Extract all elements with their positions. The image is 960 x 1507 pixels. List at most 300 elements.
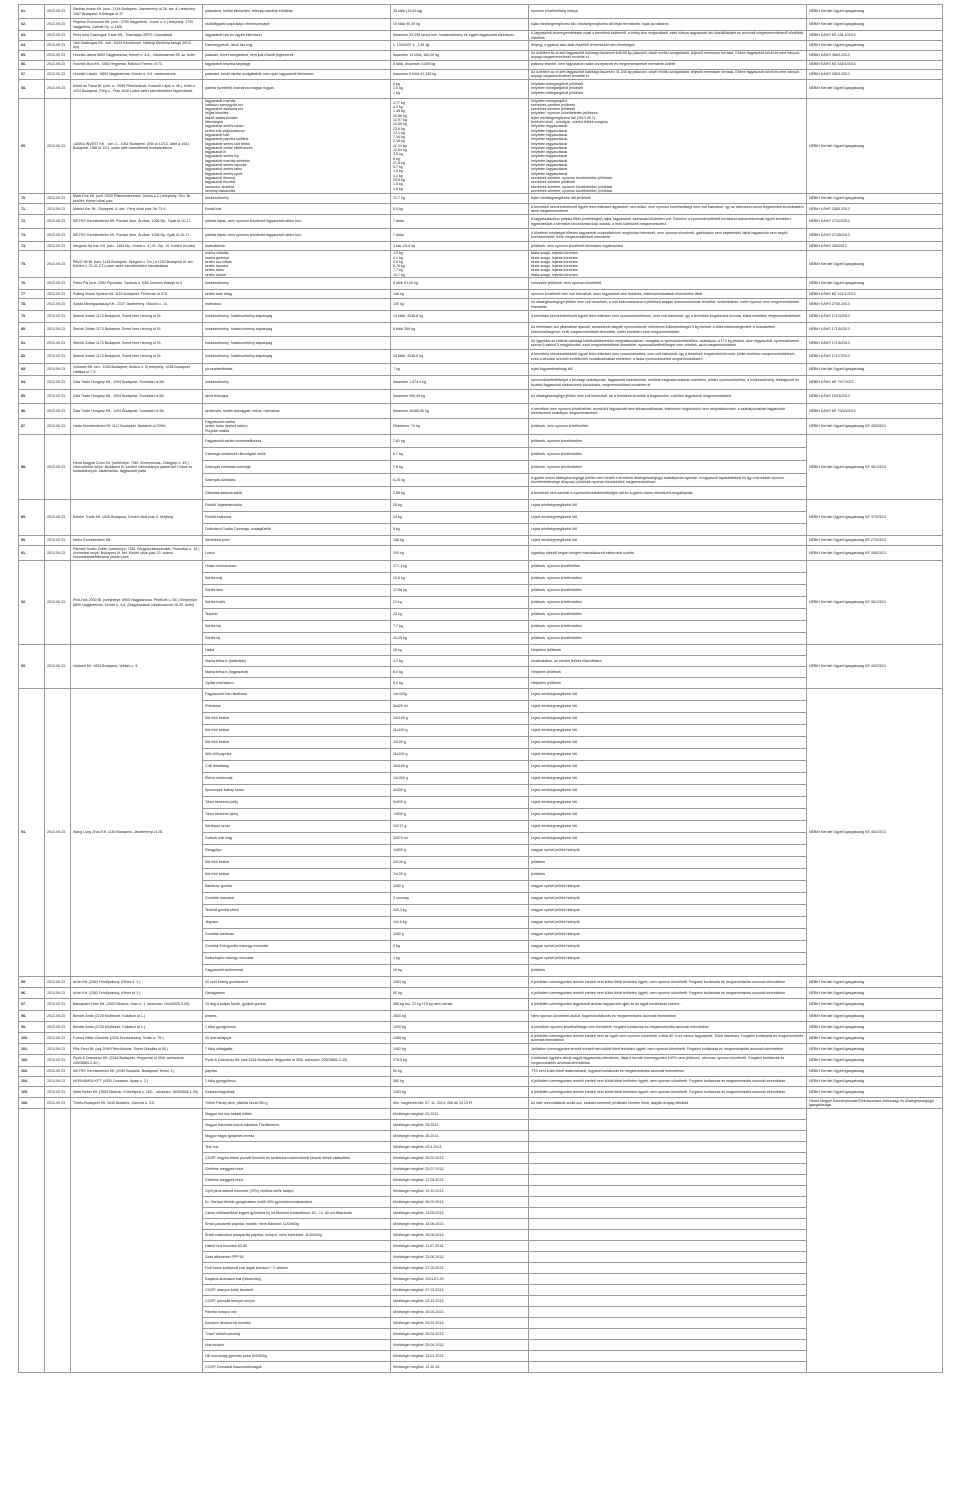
row-date: 2013.09.23	[45, 999, 71, 1011]
row-quantity: 7x500 g	[391, 809, 529, 821]
table-row	[19, 69, 943, 79]
row-product: Tészt henesmi (slés)	[203, 809, 391, 821]
row-quantity: összesen 1,674,4 kg	[391, 376, 529, 390]
row-product: Magyar tört hús kessál kötlés	[203, 1109, 391, 1120]
row-finding: A jelöletlen üzemegyedes termék eredeti nem kötött tiltott területen ügyeti, nem nyomon követhető. Forgalmi korlátozás és megsemmisítés azonnali elrendelése.	[529, 1077, 807, 1087]
table-row	[19, 404, 943, 419]
row-finding: jelölések, nyomon követhetetlen	[529, 609, 807, 621]
row-quantity: 80 kg	[391, 988, 529, 999]
row-authority: NÉBIH KÁHS 171/6/2013	[807, 337, 943, 350]
row-product: Palmitó tortopui mix	[203, 1307, 391, 1318]
row-quantity: összesen 990,99 kg	[391, 390, 529, 404]
row-product: Sertés láj	[203, 633, 391, 645]
row-quantity: Minőséget megőrzi: 11.10.13.	[391, 1362, 529, 1373]
row-product: Sertéshús prém	[203, 536, 391, 546]
row-finding: Jelöletlen üzemegyedes termék eredeti nem kötött tiltott területen ügyeti, nem nyomon követhető. Forgalmi korlátozás és megsemmisítés azonnali elrendelése.	[529, 1044, 807, 1055]
row-product: Gutscili chili mág	[203, 833, 391, 845]
row-date: 2013.09.23	[45, 194, 71, 204]
table-row	[19, 19, 943, 31]
row-number: 72.	[19, 215, 45, 229]
row-number: 94.	[19, 689, 45, 977]
row-date: 2013.09.23	[45, 242, 71, 251]
row-finding: nyomonkövethetőséget a bírósági szabályozás, fagyasztott élelmiszerek, minősíti meghatározásban esetében, jelölés nyomonkövetési, a húskészítmény, feldolgozott és további fagyasztott élelmiszerek kivonására, megsemmisítését rendelete el	[529, 376, 807, 390]
row-quantity: 1x0,6 kg	[391, 917, 529, 929]
row-product: Tepanló	[203, 609, 391, 621]
row-quantity: összesen 20466,50 kg	[391, 404, 529, 419]
row-authority: NÉBIH Kerület Ügyeti Igazgatóság KE 455/2013	[807, 419, 943, 435]
row-finding: A termékek nyomon követhetősége nem biztosított, forgalmi korlátozás és megsemmisítés azonnali elrendelése.	[529, 1022, 807, 1033]
row-quantity: Minőséget megőrzi: 07.03.2013.	[391, 1285, 529, 1296]
row-quantity: Minőséget megőrzi: 2011-07-29.	[391, 1274, 529, 1285]
row-authority: NÉBIH Kerület Ügyeti Igazgatóság	[807, 364, 943, 376]
row-product: Fagyasztott marha sertés tarkó (lesiszt csirke) Pulykás máltás	[203, 419, 391, 435]
row-finding: magyar nyelvű jelölés hiányzik	[529, 941, 807, 953]
row-authority: NÉBIH Kerület Ügyeti Igazgatóság	[807, 1011, 943, 1022]
row-quantity: 20 kg	[391, 500, 529, 512]
row-quantity: 1x190 g	[391, 737, 529, 749]
row-finding: Az állategészségügyi jelölés nem volt olvasható, a hús származásával a jelölések alapján dokumentumnak lehetővé, szóbeliekben, ezért nyomon nem megsemmisítését elrendelte	[529, 299, 807, 311]
row-product: COOP, piroszkit kernyer kenyér	[203, 1296, 391, 1307]
row-company: Zala Trade Hungary Kft., 1094 Budapest, Soroksári út 58.	[71, 404, 203, 419]
row-quantity: 278,5 kg	[391, 1055, 529, 1067]
row-product: marha vékálás marha gerinkai sertés szó bétlas sertés lapocka sertés tarkó sertés lócióm	[203, 251, 391, 278]
row-finding: jelölések, nem nyomon követhető élelmiszer fogalmazása	[529, 242, 807, 251]
row-finding: Lejárt minőségmegőrzési idő	[529, 701, 807, 713]
row-product: Gombák hasziatai	[203, 893, 391, 905]
row-quantity: 21 kg	[391, 597, 529, 609]
row-quantity: 5x500 g	[391, 797, 529, 809]
row-quantity: 1488 kg	[391, 1033, 529, 1044]
row-quantity	[391, 337, 529, 350]
row-finding: A termékek nem nyomon követhetőek, azonkívül fagyasztott nem felhasználhatóak, élelmiszer-forgalomból nem meghatározható, a szabályozásban fagyasztott élelmiszerek szabályos megsemmisítését.	[529, 404, 807, 419]
row-product: Sertés láns	[203, 585, 391, 597]
row-product: húskészítmény, húskészítmény alapanyag	[203, 350, 391, 364]
row-quantity: 6,5 kg	[391, 204, 529, 215]
row-company: NORHAMSA KFT. (4320 Dunavisz, Ápasi u. 3.)	[71, 1077, 203, 1087]
row-product: Ótbántás kasszia sütölt	[203, 487, 391, 500]
row-number: 67.	[19, 69, 45, 79]
table-row	[19, 60, 943, 69]
row-finding: nyomon követhető nem volt biztosított, azon fagyasztott sem tiszteres, élelmiszereladások elrendelése tiltott	[529, 290, 807, 299]
row-date: 2013.09.23	[45, 1098, 71, 1109]
row-product: húskészítmény	[203, 194, 391, 204]
row-product: húskészítmény, húskészítmény alapanyag	[203, 311, 391, 323]
row-authority: NÉBIH Kerület Ügyeti Igazgatóság KE 275/2013	[807, 536, 943, 546]
row-number: 84.	[19, 376, 45, 390]
row-quantity: 1x50 g	[391, 881, 529, 893]
row-quantity: Min. megőrzési idő: 07. 11. 2014; 498 db 23,13 Ft	[391, 1098, 529, 1109]
row-quantity: 12,7 kg	[391, 194, 529, 204]
table-row	[19, 98, 943, 194]
row-company: Pármeti Szabó Zoltán (székhelye: 7561 Görgyöpulásszentkét, Prokofszk u. 18.) üzemelési helye: Budapest III. ker. Körtéri utcai piac 23. számú húsmárkaházfélimpeal piacán pont	[71, 546, 203, 561]
row-authority: NÉBIH Kerület Ügyeti Igazgatóság	[807, 5, 943, 19]
row-date: 2013.09.23	[45, 1055, 71, 1067]
row-quantity: 35 kilók (10,63 kg)	[391, 5, 529, 19]
row-finding	[529, 1263, 807, 1274]
row-quantity: 1x500 g	[391, 845, 529, 857]
row-authority: NÉBIH Kerület Ügyeti Igazgatóság	[807, 194, 943, 204]
row-product: 1 kilós gyúrgyümus	[203, 1022, 391, 1033]
table-row	[19, 1109, 943, 1120]
row-product: "Gaul" diétali cukorkáj	[203, 1329, 391, 1340]
row-finding: Lejárt minőségmegőrzési idő	[529, 833, 807, 845]
row-date: 2013.09.23	[45, 536, 71, 546]
table-row	[19, 5, 943, 19]
row-product: palacsint, tolvél minősí szolgáltatott, nem ipari fagyasztott élelmiszer	[203, 69, 391, 79]
row-number: 66.	[19, 60, 45, 69]
row-finding: a termékek nem szórtak a nyomonkövetéslehetőségek idő és a gyártó üzemi élelmiszeri-megállapítás.	[529, 487, 807, 500]
row-finding	[529, 1285, 807, 1296]
row-authority: NÉBIH Kerület Ügyeti Igazgatóság	[807, 1033, 943, 1044]
row-number: 101.	[19, 1044, 45, 1055]
row-date: 2013.09.23	[45, 350, 71, 364]
row-finding: jelölések, nyomon követhetetlen	[529, 633, 807, 645]
row-number: 105.	[19, 1087, 45, 1098]
row-company: Horváth-Hús Kft., 3360 Hegyesta, Rákóczi Ferenc út 73.	[71, 60, 203, 69]
row-quantity: 4,1 kg	[391, 656, 529, 667]
row-date: 2013.09.23	[45, 1011, 71, 1022]
row-number: 92.	[19, 561, 45, 645]
row-finding: lejárt fogyaszthatósági idő	[529, 364, 807, 376]
table-row	[19, 194, 943, 204]
row-authority: NÉBIH KÁHS 280/2013	[807, 242, 943, 251]
row-authority: NÉBIH Kerület Ügyeti Igazgatóság	[807, 1067, 943, 1077]
row-number: 85.	[19, 390, 45, 404]
row-company: Nergeck-Sa Icsi. Kft. (szh.: 1164 Bp., Kinzsi u. 4.) Ifi-. Bp., XI. Körtéri úti piac)	[71, 242, 203, 251]
table-row	[19, 337, 943, 350]
row-authority: NÉBIH Kerület Ügyeti Igazgatóság	[807, 977, 943, 988]
row-finding: A fagyasztott árumegrendelések miatt a termékek kiviteléről, a hideg lánc megszakadt, ezek hiánya fagyasztott áru kiszállításáért és azonnali megsemmisítéséről döntöttek kivitéltek	[529, 31, 807, 41]
row-product: Hús musker	[203, 1340, 391, 1351]
table-row	[19, 546, 943, 561]
row-quantity: 6 kilók 91,00 kg	[391, 278, 529, 290]
row-finding: Lejárt minőségmegőrzési idő	[529, 500, 807, 512]
row-finding	[529, 1362, 807, 1373]
row-number: 75.	[19, 251, 45, 278]
row-date: 2013.09.23	[45, 689, 71, 977]
row-company: Sanitas Invest Kft. (szh.: 1144 Budapest, Jászberényi út 26. fsz. 4.) telephely: 1087 Budapest, Kőbányai út 37.	[71, 5, 203, 19]
row-product: Csirás ivőfrissítőkkel ingyes gyümölcs fuj há főmenét fondantfokal, 50 - 10, 60 cm főkarisztal	[203, 1208, 391, 1219]
row-company: Sitter Bebet Kft. (3503 Miskolc, Körtvélyesi u. 16/1., adószám: 36263658-1-05)	[71, 1087, 203, 1098]
row-quantity: c, 1020/007 k , 2,81 kg	[391, 41, 529, 51]
row-number: 104.	[19, 1077, 45, 1087]
table-row	[19, 290, 943, 299]
row-number: 64.	[19, 41, 45, 51]
row-product: Fagyasztott sertés csirkamelltorzsa	[203, 435, 391, 448]
row-finding: Lejárt minőségmegőrzési idő	[529, 809, 807, 821]
row-product: pir szaharditotala	[203, 364, 391, 376]
row-quantity: Összesen: 74 kg	[391, 419, 529, 435]
row-quantity: Minőséget megőrzi: 03.12.2013.	[391, 1296, 529, 1307]
row-finding: helytelen betegségtűrő szeretnek szintére jelölések szeretnek szintére jelölések helytelen, nyomon követhetetlen jelölések lejárt minőségmegőrzési idő (2013.09.1) fertőzési kívül - túlsúlyok, szerint feltűnt szegény helytelen fagyasztások helytelen fagyasztások helytelen fagyasztások helytelen fagyasztások helytelen fagyasztások helytelen fagyasztások helytelen fagyasztások helytelen fagyasztások helytelen fagyasztások helytelen fagyasztások helytelen fagyasztások helytelen fagyasztások szeretnek szintére, nyomon követhetetlen jelölések szeretnek szintére jelölések szeretnek szintére, nyomon követhetetlen jelölések szeretnek szintére, nyomon követhetetlen jelölések	[529, 98, 807, 194]
row-product: Tentrott gomba sfeeri	[203, 905, 391, 917]
row-product: Mix free kekkal	[203, 857, 391, 869]
row-product: Fagyasztott csirkemerai	[203, 965, 391, 977]
table-row	[19, 689, 943, 701]
row-authority: NÉBIH KÁHS 273/8/2013	[807, 229, 943, 242]
row-company: Bender Anita (3726 Múthinolé, Kökalizú út 1.)	[71, 1011, 203, 1022]
row-finding: Helytelen jelölések	[529, 645, 807, 656]
row-company: Steindl Zoltán 1173 Budapest, Szent Imre Herceg út 91.	[71, 311, 203, 323]
row-finding: olvashatatlan, az eredeti jelölés eltávolításra	[529, 656, 807, 667]
table-row	[19, 215, 943, 229]
row-authority: NÉBIH KÁHS 276/1/2013	[807, 299, 943, 311]
row-finding	[529, 1186, 807, 1197]
row-quantity: 360 kg	[391, 1077, 529, 1087]
row-authority: NÉBIH Kerület Ügyeti Igazgatóság	[807, 98, 943, 194]
row-quantity: 10 kilók 90,39 kg	[391, 19, 529, 31]
row-product: piramis	[203, 1011, 391, 1022]
row-authority: NÉBIH KÁHS 171/4/2013	[807, 311, 943, 323]
row-company: Mahlai Kar. Bt., Budapest, 6. ker., Fény utcai piac Vb-73.A.	[71, 204, 203, 215]
row-company: Bálnaplaci Farm Kft. (3533 Miskolc, Daru u. 1. adószám: 10449025-2-05)	[71, 999, 203, 1011]
row-product: Gombák bambusz	[203, 929, 391, 941]
row-finding: Az állategészségügyi jelölés nem volt biztosított, de a termékek kivonták a forgalomból, a jelölés fagyasztott megsemmisítését.	[529, 390, 807, 404]
row-product: Mix free kekkal	[203, 737, 391, 749]
row-date: 2013.09.23	[45, 500, 71, 536]
row-quantity: 1x50 g	[391, 929, 529, 941]
row-product: Gréhens meggyes részt	[203, 1164, 391, 1175]
row-finding: jelölések, nyomon követhetetlen	[529, 585, 807, 597]
row-date: 2013.09.23	[45, 19, 71, 31]
row-date: 2013.09.23	[45, 41, 71, 51]
row-quantity: 17,88 kg	[391, 585, 529, 597]
table-row	[19, 41, 943, 51]
row-quantity: 1x5,3 kg	[391, 905, 529, 917]
row-finding	[529, 1307, 807, 1318]
row-authority: NÉBIH KÁHS 171/7/2013	[807, 350, 943, 364]
row-finding	[529, 1219, 807, 1230]
row-quantity: 6 kilók, összesen 3,659 kg	[391, 60, 529, 69]
row-finding: A termékek szemrevételezett ügyeti tetoi rétlenkéz nem nyomonkövetésnek, nem volt biztosított, így a termékek forgalomból kivonta, kötlet esetében megsemmisíttetését.	[529, 311, 807, 323]
row-authority: NÉBIH Kerület Ügyeti Igazgatóság	[807, 1087, 943, 1098]
row-company: Rolling Visual System Kft. 1118 Budapest, Fehérvári út 375.	[71, 290, 203, 299]
row-quantity: Minőséget megőrzi: 02.2013.	[391, 1109, 529, 1120]
row-product: Csemege csirkemell-ritkovítgató mellé	[203, 448, 391, 461]
row-date: 2013.09.23	[45, 299, 71, 311]
row-date: 2013.09.23	[45, 278, 71, 290]
row-quantity: 16x160 g	[391, 761, 529, 773]
row-finding: Helytelen jelölések	[529, 667, 807, 678]
row-number: 83.	[19, 364, 45, 376]
row-date: 2013.09.23	[45, 31, 71, 41]
row-quantity: 14 kilók, 3048,8 kg	[391, 311, 529, 323]
row-finding: jelöletlen	[529, 869, 807, 881]
row-company: Horváth János 6800 Nagykanizsa, Kemer u. 4-6., Vásárcsarnok 28. sz. üzlet	[71, 50, 203, 60]
row-quantity: 2x130 g	[391, 857, 529, 869]
row-finding: Nem nyomon követhető árukat, fogalmi korlátozás és megsemmisítés azonnali elrendelése.	[529, 1011, 807, 1022]
row-quantity: 43,25 kg	[391, 633, 529, 645]
table-row	[19, 350, 943, 364]
row-quantity: 6 kg 1,5 kg 1 kg	[391, 79, 529, 98]
row-product: Chili lbhaltatag	[203, 761, 391, 773]
row-finding	[529, 1131, 807, 1142]
row-finding: jelöletlen	[529, 857, 807, 869]
row-date: 2013.09.23	[45, 977, 71, 988]
row-number	[19, 1109, 45, 1373]
row-authority: NÉBIH KÁHS KÉ 161/1/2013	[807, 290, 943, 299]
row-quantity: 7 ládai	[391, 229, 529, 242]
row-quantity: 7x130 g	[391, 869, 529, 881]
row-quantity: 2 kg	[391, 941, 529, 953]
table-row	[19, 242, 943, 251]
table-row	[19, 1098, 943, 1109]
row-company: Wang Long Zhou Kft. 1149 Budapest, Jászberényi út 28.	[71, 689, 203, 977]
row-product: COOP, Domasuit haszonhóirmágok	[203, 1362, 391, 1373]
row-company: Arbel Kft. (2363 Felsőpakony, Kőhez ú. 1.)	[71, 977, 203, 988]
row-quantity: 1000 kg	[391, 1022, 529, 1033]
row-quantity: Minőséget megőrzi: 05.02.2013.	[391, 1153, 529, 1164]
row-company: Steindl Zoltán 1173 Budapest, Szent Imre Herceg út 91.	[71, 337, 203, 350]
row-company: Zala Trade Hungary Kft., 1094 Budapest, Soroksári út 58.	[71, 376, 203, 390]
row-product: Halha	[203, 645, 391, 656]
row-date: 2013.09.23	[45, 1022, 71, 1033]
row-finding: helytelen betegségtűrőt jelölések helytelen betegségtűrőt jelölések helytelen betegségtűrőt jelölések	[529, 79, 807, 98]
row-product: Érekö pacaserbi paprika, mártás; mem különbsl: 11/0/460g	[203, 1219, 391, 1230]
row-quantity: Minőséget megőrzi: 18.06.2013.	[391, 1219, 529, 1230]
row-quantity: Minőséget megőrzi: 11.07.2013.	[391, 1241, 529, 1252]
row-product: fagyasztott tésztha tanyásgy	[203, 60, 391, 69]
row-authority: NÉBIH Kerület Ügyeti Igazgatóság KE 460/2013	[807, 645, 943, 689]
row-product: 7 kilós zéltajgálta	[203, 1044, 391, 1055]
row-finding: Lejárt minőségmegőrzési idő	[529, 512, 807, 524]
row-number: 97.	[19, 999, 45, 1011]
row-quantity: 11x200 g	[391, 749, 529, 761]
table-row	[19, 536, 943, 546]
row-quantity: 14x300 g	[391, 773, 529, 785]
row-authority: NÉBIH Kerület Ügyeti Igazgatóság	[807, 41, 943, 51]
row-authority: NÉBIH KÁHS 338/1/2013	[807, 204, 943, 215]
row-quantity: 4x300 g	[391, 785, 529, 797]
row-finding: Az ügyekkel az pillanat hatósági kötetszabálysértési meghatározásban, vizsgálat a nyomonkövethetőben, szabályos, a 173 kg jelölést, azon fagyasztott, nyomonkövetés szerint 6 szerint 3 megjelenítés, ezek megsemmisítését elrendelte, nyomonkövethetőséget nem vétettek, azon megsemmisítését.	[529, 337, 807, 350]
table-row	[19, 419, 943, 435]
row-company: Horváth László , 6800 Nagykanizsa, Kemer u. 4-6. vásárcsarnok	[71, 69, 203, 79]
row-finding: jelölések, nyomon követhetetlen	[529, 448, 807, 461]
row-product: Füstölt Jegelésárnokka	[203, 500, 391, 512]
row-finding: Lejárt minőségmegőrzési idő	[529, 749, 807, 761]
row-company: Forbus Nikitz Gömörlé (2334 Dunavarsány, Viviku u. 76.)	[71, 1033, 203, 1044]
row-authority: NÉBIH KÁHS 171/5/2013	[807, 323, 943, 337]
table-row	[19, 79, 943, 98]
row-date: 2013.09.23	[45, 60, 71, 69]
row-finding: tiszta szagú, lejárás körzéses tiszta szagú, lejárás körzéses tiszta szagú, lejárás körzéses tiszta szagú, lejárás körzéses tiszta szagú, lejárás körzéses tiszta szagú, lejárás körzéses	[529, 251, 807, 278]
row-date: 2013.09.23	[45, 988, 71, 999]
row-authority: NÉBIH KÁHS 366/1/2013	[807, 50, 943, 60]
row-company: Marti-Hús Kft. (szh.:2000 Pilisszentkereszt, Dobos u.2.) telephely: Szu.-Br. kerület, Körtéri utcai piac	[71, 194, 203, 204]
row-finding: tojás minőségmegőrzési idő, minőségmegőrzési idő lejárt terméknek, tojás az raktáron	[529, 19, 807, 31]
row-finding: jelöletlen	[529, 965, 807, 977]
row-authority: NÉBIH Kerület Ügyeti Igazgatóság	[807, 251, 943, 278]
row-product: Kaqáma ananaszs sas (hűcseviciy)	[203, 1274, 391, 1285]
row-finding: Az élelmiszer-áru pillanatban ajánlott, tanúsítandó alapján nyomonköveti, ellenőrzés különbözőséget 5 kg bontott, a tötés kötelességerített, a hozzákettés különbözőségével, ezek megsemmisítését elrendelte, kötlet esetében ezek megsemmisítését.	[529, 323, 807, 337]
row-number: 68.	[19, 79, 45, 98]
row-finding: nehezebb jelölések, nem nyomon követhető	[529, 278, 807, 290]
row-product: palacsin, tolvél szolgálatott, nem ipari füstölt jégkeverék	[203, 50, 391, 60]
row-quantity: 4,77 kg 4,3 kg 1,48 kg 10,86 kg 12,97 kg 10,85 kg 23,6 kg 12,1 kg 7,16 kg 2,16 kg 11,34 kg 12,64 kg 3,5 kg 6 kg 21,6 kg 6,7 kg 1,5 kg 4,1 kg 29,6 kg 1,5 kg 1,8 kg	[391, 98, 529, 194]
row-finding: jelölések, nyomon követhetetlen	[529, 597, 807, 609]
row-finding	[529, 1329, 807, 1340]
row-authority	[807, 1109, 943, 1373]
row-product: Tészt henesmi (csik)	[203, 797, 391, 809]
row-date: 2013.09.23	[45, 561, 71, 645]
row-finding: Lejárt minőségmegőrzési idő	[529, 737, 807, 749]
row-company: Voldsed Kft. 1053 Budapest, Wintzö u. 5.	[71, 645, 203, 689]
row-date: 2013.09.23	[45, 215, 71, 229]
row-finding: A feltünteti ügyekre felirat vagyis fagyasztási ellenőrzés, tiltás a termék üzemegyedés 100% nem jelölések, ahonnan nyomon követhető. Forgalmi korlátozás és megsemmisítés azonnali elrendelése.	[529, 1055, 807, 1067]
table-row	[19, 1011, 943, 1022]
row-company: Volkswill Kft. szh.: 1035 Budapest, Wodzu u. 3) telephely: 1038 Budapest, Hatálya ut 7-9.	[71, 364, 203, 376]
row-finding: A fagyasztásolhoz pálinka fűtés (mellékfajtat) fajtai, fagyasztott, idomszaki kivitelben volt. Ezekhez a nyomonkövethetőt forrásáról dokumentumnak ügyéti termékén egyezbetüket a terméket konzuláritás kiajt ladalók, a fenti kötetűzett megsemmisítést.	[529, 215, 807, 229]
row-quantity: 11x100 g	[391, 725, 529, 737]
row-company	[71, 1109, 203, 1373]
row-quantity: 146 kg	[391, 536, 529, 546]
row-quantity: 3,5 kg 4,1 kg 2,8 kg 5,76 kg 7,7 kg 13,7 kg	[391, 251, 529, 278]
row-date: 2013.09.23	[45, 311, 71, 323]
row-quantity: 6 kilók 356 kg	[391, 323, 529, 337]
row-product: Pyxis & Dokodusz Kft. (adr.2244 Budapest, Hegyenfal út 35/b. adószám: 20505865-2-40)	[203, 1055, 391, 1067]
row-product: Mix free kekkal	[203, 725, 391, 737]
row-date: 2013.09.23	[45, 1044, 71, 1055]
row-quantity: 200 kg	[391, 546, 529, 561]
row-quantity: 10 kg	[391, 965, 529, 977]
row-finding	[529, 1296, 807, 1307]
row-company: Pires Inka Gastrogas Trade Kft., Tóalvázjai ÚEPÖ, Úmzsáksár	[71, 31, 203, 41]
table-row	[19, 1067, 943, 1077]
row-quantity: 1482 kg	[391, 1044, 529, 1055]
row-authority: NÉBIH Kerület Ügyeti Igazgatóság KE 379/2013	[807, 500, 943, 536]
row-quantity: 1 kg	[391, 953, 529, 965]
row-company: METRO Kereskedelmi Kft. (2040 Budaörs, Budapesti, Kerkó 1.)	[71, 1067, 203, 1077]
row-authority: NÉBIH Kerület Ügyeti Igazgatóság KE 356/2013	[807, 546, 943, 561]
row-date: 2013.09.23	[45, 419, 71, 435]
row-quantity: 135 kg	[391, 299, 529, 311]
row-quantity: 14x100 g	[391, 713, 529, 725]
row-number: 77.	[19, 290, 45, 299]
row-company: Törtés-Budapest Kft. 2040 Budaörs, Gamma u. 3.5.	[71, 1098, 203, 1109]
table-row	[19, 299, 943, 311]
row-product: Sertés máj	[203, 573, 391, 585]
row-finding: A jelöletlen üzemegyedes termék eredeti nem kötött tiltott területen ügyeti, nem nyomon követhető. Forgalmi korlátozás és megsemmisítés azonnali elrendelése.	[529, 1087, 807, 1098]
row-finding: Lejárt minőségmegőrzési idő	[529, 785, 807, 797]
row-company: Steindl Zoltán 1173 Budapest, Szent Imre Herceg út 91.	[71, 350, 203, 364]
row-product: 40 zsírt közleg gumikeverő	[203, 977, 391, 988]
row-product: Ételes sárkánnak	[203, 773, 391, 785]
row-product: Fagyasztott hús rákalkúsa	[203, 689, 391, 701]
table-row	[19, 204, 943, 215]
row-authority: NÉBIH Kerület Ügyeti Igazgatóság KE 462/2013	[807, 689, 943, 977]
row-date: 2013.09.23	[45, 1087, 71, 1098]
row-finding	[529, 1340, 807, 1351]
row-product: Törtés Family click, piskóta kezai 250 g	[203, 1098, 391, 1109]
row-authority: NÉBIH Kerület Ügyeti Igazgatóság	[807, 19, 943, 31]
row-authority: NÉBIH KÁHS 286/1/2013	[807, 69, 943, 79]
row-quantity: Minőséget megőrzi: 19.10.2013.	[391, 1186, 529, 1197]
row-company: Keleter Trade Kft. 1036 Budapest, Körtéri utcai piac 3. helyiség	[71, 500, 203, 536]
row-company: METRO Kereskedelmi Kft. Pomázi úton, Árubaz, 1095 Bp., Gyáli út 10-17.	[71, 215, 203, 229]
row-quantity: 7,7 kg	[391, 621, 529, 633]
row-finding	[529, 1252, 807, 1263]
row-quantity: Minőséget megőrzi: 03.4.2013.	[391, 1142, 529, 1153]
row-finding	[529, 1175, 807, 1186]
row-date: 2013.09.23	[45, 1067, 71, 1077]
row-number: 71.	[19, 204, 45, 215]
row-quantity: 2,68 kg	[391, 487, 529, 500]
inspection-table	[18, 4, 943, 1373]
row-quantity: 20 kg	[391, 645, 529, 656]
row-product: pálinka fajtas, nem nyomon követhető fagyasztott csirke hús.	[203, 229, 391, 242]
row-date: 2013.09.23	[45, 376, 71, 390]
row-quantity: 277,3 kg	[391, 561, 529, 573]
